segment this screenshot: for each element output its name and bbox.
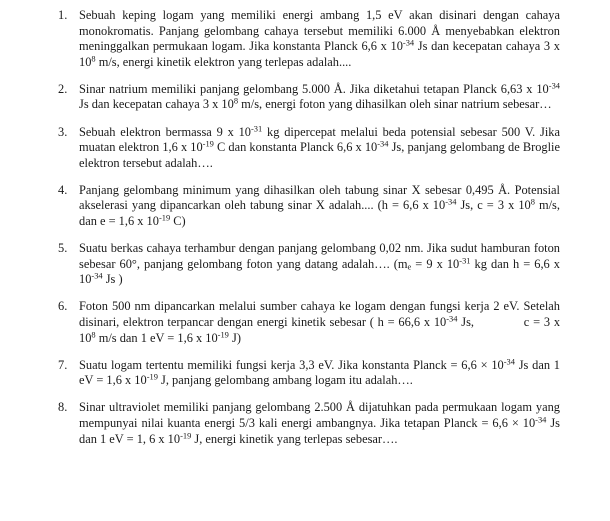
- text-run: Js, c = 3 x 10: [456, 198, 531, 213]
- text-run: Suatu logam tertentu memiliki fungsi kerja 3,3 eV. Jika konstanta Planck = 6,6 × 10: [79, 357, 504, 372]
- question-number: 1.: [58, 8, 68, 22]
- exponent: -31: [251, 123, 263, 134]
- question-text: [79, 299, 560, 346]
- question-text: [79, 82, 560, 113]
- question-number: 2.: [58, 81, 68, 96]
- question-number: 8.: [58, 400, 68, 415]
- question-item: [58, 183, 560, 230]
- text-run: C dan konstanta Planck 6,6 x 10: [213, 140, 378, 155]
- question-number: 4.: [58, 182, 68, 197]
- exponent: -19: [180, 430, 192, 441]
- text-run: m/s, dan e = 1,6 x 10: [79, 198, 560, 229]
- exponent: 8: [91, 329, 96, 340]
- text-run: Js dan kecepatan cahaya 3 x 10: [79, 97, 234, 112]
- text-run: kg dan h = 6,6 x 10: [79, 256, 560, 287]
- text-run: Suatu berkas cahaya terhambur dengan panjang gelombang 0,02 nm. Jika sudut hamburan foton sebesar 60°, panjang gelombang foton yang datang adalah…. (m: [79, 241, 560, 271]
- question-item: [58, 241, 560, 288]
- exponent: -34: [445, 197, 457, 208]
- text-run: Js dan kecepatan cahaya 3 x 10: [79, 39, 560, 69]
- text-run: Foton 500 nm dipancarkan melalui sumber cahaya ke logam dengan fungsi kerja 2 eV. Setelah disinari, elektron terpancar dengan energi kinetik sebesar ( h = 66,6 x 10: [79, 299, 560, 329]
- question-item: [58, 125, 560, 172]
- text-run: Js dan 1 eV = 1, 6 x 10: [79, 415, 560, 446]
- exponent: 8: [91, 53, 96, 64]
- text-run: m/s, energi foton yang dihasilkan oleh sinar natrium sebesar…: [238, 97, 552, 112]
- question-number: 3.: [58, 124, 68, 139]
- text-run: Js,: [457, 315, 478, 329]
- question-text: [79, 400, 560, 447]
- text-run: J): [228, 330, 241, 345]
- question-text: [79, 8, 560, 70]
- text-run: c = 3 x 10: [79, 315, 561, 345]
- question-list: [58, 8, 560, 447]
- exponent: -19: [146, 371, 158, 382]
- question-text: [79, 183, 560, 230]
- exponent: 8: [233, 96, 239, 107]
- text-run: J, panjang gelombang ambang logam itu adalah….: [157, 373, 413, 388]
- text-run: Js dan 1 eV = 1,6 x 10: [79, 357, 560, 388]
- question-number: 6.: [58, 299, 68, 314]
- question-text: [79, 241, 560, 288]
- exponent: -34: [535, 414, 547, 425]
- text-run: m/s dan 1 eV = 1,6 x 10: [95, 330, 218, 345]
- text-run: = 9 x 10: [411, 256, 460, 271]
- exponent: -34: [548, 80, 560, 91]
- text-run: Sinar ultraviolet memiliki panjang gelombang 2.500 Å dijatuhkan pada permukaan logam yang mempunyai nilai kuanta energi 5/3 kali energi ambangnya. Jika tetapan Planck = 6,6 × 10: [79, 400, 560, 430]
- text-run: Sebuah keping logam yang memiliki energi ambang 1,5 eV akan disinari dengan cahaya monokromatis. Panjang gelombang cahaya tersebut memiliki 6.000 Å menyebabkan elektron meninggalkan permukaan logam. Jika konstanta Planck 6,6 x 10: [79, 8, 560, 54]
- exponent: -19: [217, 329, 229, 340]
- text-run: Panjang gelombang minimum yang dihasilkan oleh tabung sinar X sebesar 0,495 Å. Potensial akselerasi yang dipancarkan oleh tabung sinar X adalah.... (h = 6,6 x 10: [79, 182, 560, 213]
- question-text: [79, 358, 560, 389]
- exponent: -34: [503, 356, 515, 367]
- exponent: -19: [202, 138, 214, 149]
- question-item: [58, 358, 560, 389]
- question-item: [58, 299, 560, 346]
- exponent: -31: [459, 255, 471, 266]
- text-run: kg dipercepat melalui beda potensial sebesar 500 V. Jika muatan elektron 1,6 x 10: [79, 124, 560, 155]
- text-run: C): [170, 214, 186, 229]
- exponent: -34: [377, 138, 389, 149]
- exponent: -34: [402, 37, 415, 48]
- question-number: 7.: [58, 357, 68, 372]
- text-run: J, energi kinetik yang terlepas sebesar….: [191, 431, 398, 446]
- text-run: Js ): [102, 272, 123, 287]
- text-run: Js, panjang gelombang de Broglie elektron tersebut adalah….: [79, 140, 560, 170]
- text-run: Sebuah elektron bermassa 9 x 10: [79, 124, 251, 139]
- text-run: m/s, energi kinetik elektron yang terlepas adalah....: [95, 54, 352, 69]
- exponent: -34: [446, 313, 458, 324]
- text-run: Sinar natrium memiliki panjang gelombang 5.000 Å. Jika diketahui tetapan Planck 6,63 x 10: [79, 81, 549, 96]
- question-item: [58, 8, 560, 70]
- question-item: [58, 82, 560, 113]
- exponent: -34: [91, 270, 103, 281]
- question-item: [58, 400, 560, 447]
- subscript: e: [407, 261, 412, 272]
- exponent: 8: [530, 197, 535, 208]
- question-text: [79, 125, 560, 172]
- exponent: -19: [158, 212, 171, 223]
- question-number: 5.: [58, 241, 68, 256]
